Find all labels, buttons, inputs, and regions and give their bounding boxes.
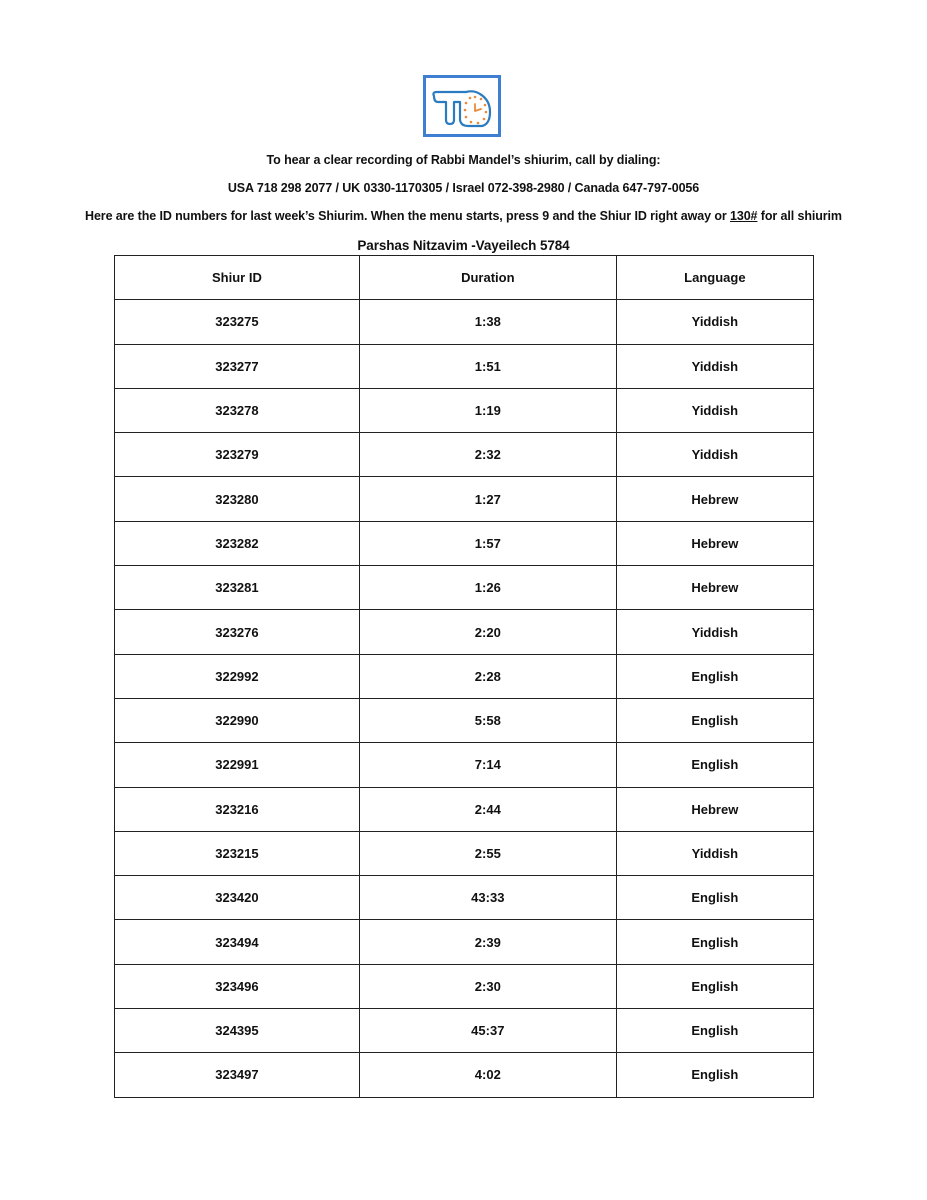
shiurim-table (114, 255, 814, 1098)
cell-duration: 1:57 (359, 521, 616, 565)
cell-language: Yiddish (616, 433, 813, 477)
cell-duration: 2:30 (359, 964, 616, 1008)
table-row (115, 477, 814, 521)
cell-shiur-id: 323275 (115, 300, 360, 344)
cell-shiur-id: 322992 (115, 654, 360, 698)
cell-shiur-id: 323281 (115, 566, 360, 610)
cell-duration: 4:02 (359, 1053, 616, 1097)
table-row (115, 388, 814, 432)
id-instructions (0, 209, 927, 223)
cell-language: English (616, 1009, 813, 1053)
cell-duration: 1:26 (359, 566, 616, 610)
cell-language: Yiddish (616, 831, 813, 875)
cell-shiur-id: 323496 (115, 964, 360, 1008)
cell-duration: 2:28 (359, 654, 616, 698)
table-row (115, 1053, 814, 1097)
column-header-language: Language (616, 256, 813, 300)
cell-language: Hebrew (616, 521, 813, 565)
cell-shiur-id: 323420 (115, 876, 360, 920)
cell-shiur-id: 323216 (115, 787, 360, 831)
phone-numbers: USA 718 298 2077 / UK 0330-1170305 / Israel 072-398-2980 / Canada 647-797-0056 (227, 181, 700, 195)
cell-duration: 1:38 (359, 300, 616, 344)
cell-duration: 1:27 (359, 477, 616, 521)
cell-language: English (616, 654, 813, 698)
cell-shiur-id: 323494 (115, 920, 360, 964)
cell-shiur-id: 323277 (115, 344, 360, 388)
cell-language: Hebrew (616, 566, 813, 610)
table-row (115, 1009, 814, 1053)
all-shiurim-code: 130# (730, 209, 758, 223)
table-row (115, 743, 814, 787)
table-row (115, 831, 814, 875)
cell-language: Yiddish (616, 344, 813, 388)
cell-language: Yiddish (616, 300, 813, 344)
dialing-instructions: To hear a clear recording of Rabbi Mandel’s shiurim, call by dialing: (266, 153, 661, 167)
cell-duration: 2:44 (359, 787, 616, 831)
cell-duration: 5:58 (359, 698, 616, 742)
table-row (115, 876, 814, 920)
cell-language: Yiddish (616, 388, 813, 432)
cell-shiur-id: 323280 (115, 477, 360, 521)
table-row (115, 654, 814, 698)
cell-duration: 2:55 (359, 831, 616, 875)
id-instructions-text: Here are the ID numbers for last week’s Shiurim. When the menu starts, press 9 and the Shiur ID right away or (85, 209, 730, 223)
id-instructions-tail: for all shiurim (757, 209, 842, 223)
cell-shiur-id: 323279 (115, 433, 360, 477)
table-row (115, 521, 814, 565)
cell-duration: 45:37 (359, 1009, 616, 1053)
cell-language: English (616, 964, 813, 1008)
table-row (115, 610, 814, 654)
cell-duration: 2:39 (359, 920, 616, 964)
cell-shiur-id: 323215 (115, 831, 360, 875)
table-row (115, 344, 814, 388)
cell-duration: 7:14 (359, 743, 616, 787)
table-body (115, 300, 814, 1097)
table-row (115, 964, 814, 1008)
table-row (115, 698, 814, 742)
cell-shiur-id: 323278 (115, 388, 360, 432)
table-row (115, 787, 814, 831)
cell-duration: 2:32 (359, 433, 616, 477)
logo (423, 75, 501, 137)
cell-language: English (616, 698, 813, 742)
cell-language: English (616, 743, 813, 787)
cell-shiur-id: 322991 (115, 743, 360, 787)
cell-duration: 43:33 (359, 876, 616, 920)
table-row (115, 433, 814, 477)
cell-duration: 1:19 (359, 388, 616, 432)
cell-language: Hebrew (616, 787, 813, 831)
cell-shiur-id: 322990 (115, 698, 360, 742)
cell-language: Yiddish (616, 610, 813, 654)
cell-language: English (616, 920, 813, 964)
ta-clock-logo-icon (428, 80, 498, 134)
column-header-shiur-id: Shiur ID (115, 256, 360, 300)
cell-language: Hebrew (616, 477, 813, 521)
table-row (115, 566, 814, 610)
cell-shiur-id: 323497 (115, 1053, 360, 1097)
cell-duration: 2:20 (359, 610, 616, 654)
column-header-duration: Duration (359, 256, 616, 300)
cell-language: English (616, 1053, 813, 1097)
cell-shiur-id: 324395 (115, 1009, 360, 1053)
table-row (115, 300, 814, 344)
cell-shiur-id: 323276 (115, 610, 360, 654)
table-row (115, 920, 814, 964)
cell-duration: 1:51 (359, 344, 616, 388)
cell-language: English (616, 876, 813, 920)
parsha-title: Parshas Nitzavim -Vayeilech 5784 (357, 238, 570, 253)
table-header-row (115, 256, 814, 300)
cell-shiur-id: 323282 (115, 521, 360, 565)
